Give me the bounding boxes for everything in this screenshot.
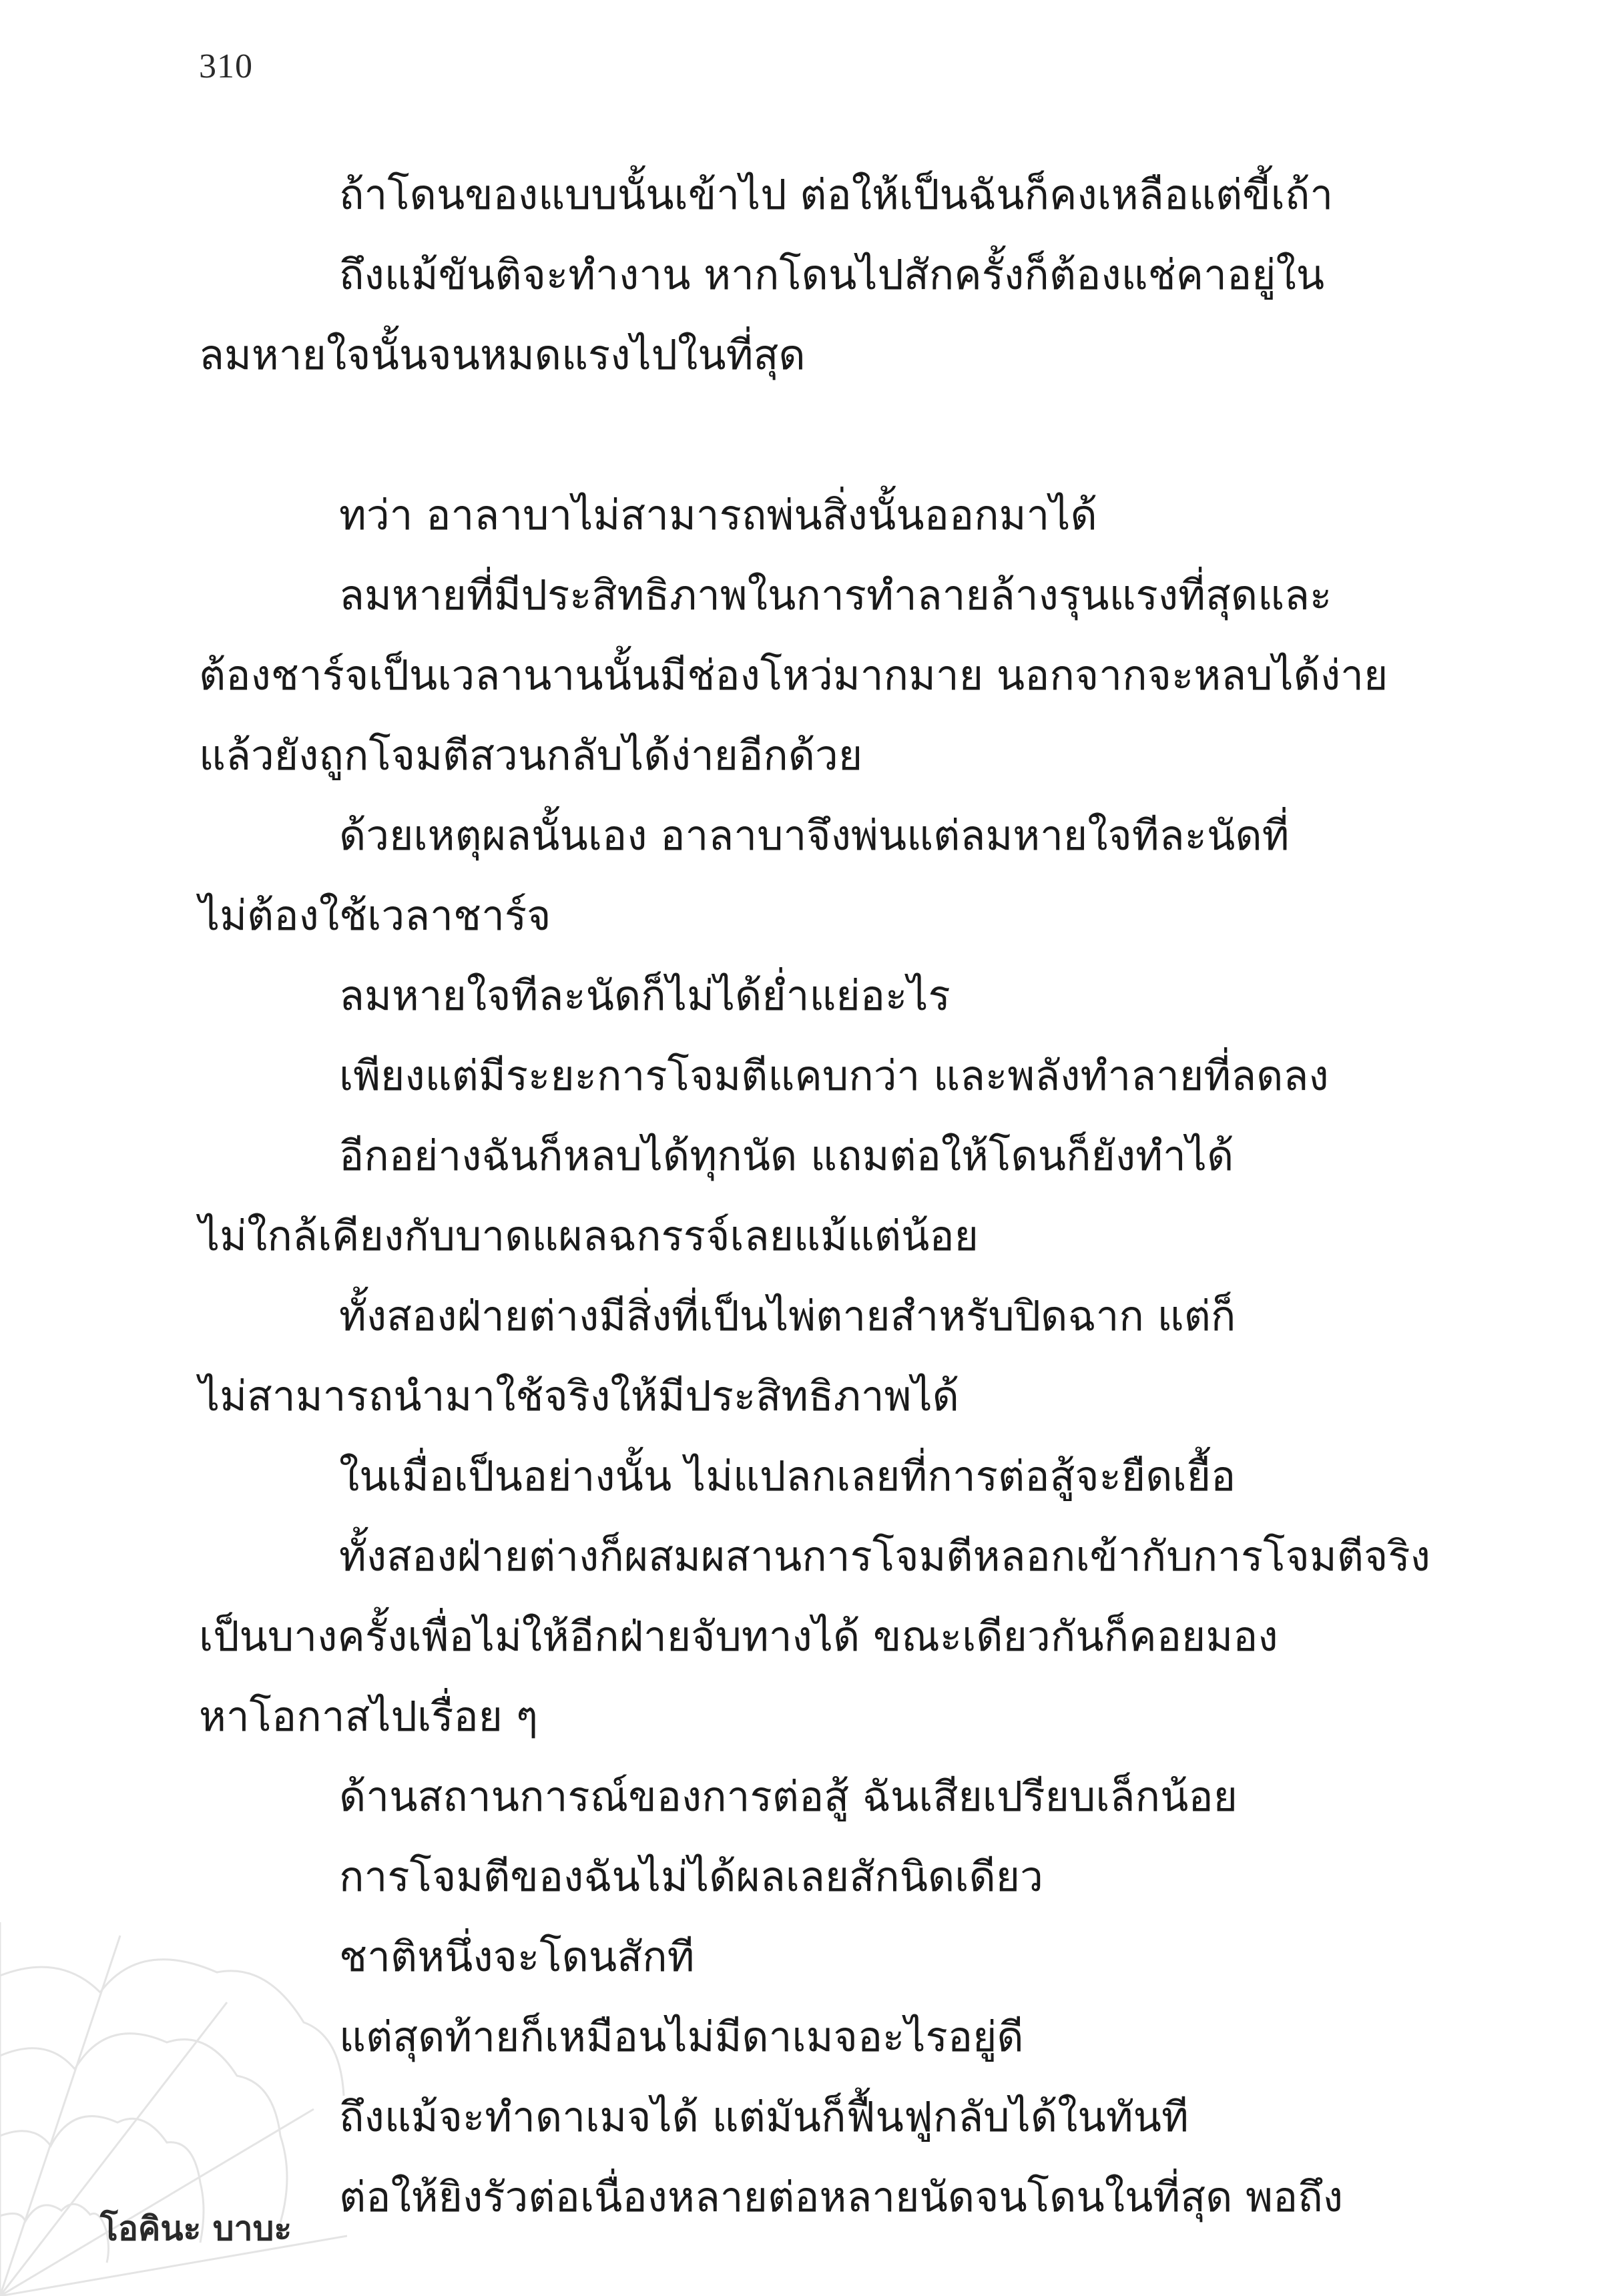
text-line: ต่อให้ยิงรัวต่อเนื่องหลายต่อหลายนัดจนโดนในที่สุด พอถึง [339, 2173, 1344, 2221]
blank-line [199, 395, 1414, 475]
text-line: ชาติหนึ่งจะโดนสักที [339, 1932, 695, 1981]
text-line: ต้องชาร์จเป็นเวลานานนั้นมีช่องโหว่มากมาย นอกจากจะหลบได้ง่าย [199, 651, 1388, 699]
text-line: การโจมตีของฉันไม่ได้ผลเลยสักนิดเดียว [339, 1852, 1043, 1901]
text-line: ไม่สามารถนำมาใช้จริงให้มีประสิทธิภาพได้ [199, 1372, 959, 1420]
text-line: ลมหายใจทีละนัดก็ไม่ได้ย่ำแย่อะไร [339, 971, 951, 1020]
text-line: ในเมื่อเป็นอย่างนั้น ไม่แปลกเลยที่การต่อสู้จะยืดเยื้อ [339, 1452, 1236, 1500]
text-line: ลมหายใจนั้นจนหมดแรงไปในที่สุด [199, 330, 806, 379]
text-line: ไม่ต้องใช้เวลาชาร์จ [199, 891, 551, 940]
text-line: ทั้งสองฝ่ายต่างก็ผสมผสานการโจมตีหลอกเข้ากับการโจมตีจริง [339, 1532, 1430, 1581]
text-line: อีกอย่างฉันก็หลบได้ทุกนัด แถมต่อให้โดนก็ยังทำได้ [339, 1131, 1234, 1180]
text-line: ด้วยเหตุผลนั้นเอง อาลาบาจึงพ่นแต่ลมหายใจทีละนัดที่ [339, 811, 1290, 860]
text-line: ทั้งสองฝ่ายต่างมีสิ่งที่เป็นไพ่ตายสำหรับปิดฉาก แต่ก็ [339, 1292, 1236, 1340]
text-line: ถึงแม้ขันติจะทำงาน หากโดนไปสักครั้งก็ต้องแช่คาอยู่ใน [339, 250, 1325, 299]
text-line: ลมหายที่มีประสิทธิภาพในการทำลายล้างรุนแรงที่สุดและ [339, 571, 1332, 619]
text-line: ถ้าโดนของแบบนั้นเข้าไป ต่อให้เป็นฉันก็คงเหลือแต่ขี้เถ้า [339, 170, 1334, 219]
text-line: แล้วยังถูกโจมตีสวนกลับได้ง่ายอีกด้วย [199, 731, 863, 780]
text-line: ไม่ใกล้เคียงกับบาดแผลฉกรรจ์เลยแม้แต่น้อย [199, 1211, 979, 1260]
text-line: ทว่า อาลาบาไม่สามารถพ่นสิ่งนั้นออกมาได้ [339, 491, 1097, 539]
text-line: เพียงแต่มีระยะการโจมตีแคบกว่า และพลังทำลายที่ลดลง [339, 1051, 1329, 1100]
text-line: ด้านสถานการณ์ของการต่อสู้ ฉันเสียเปรียบเล็กน้อย [339, 1772, 1238, 1821]
text-line: ถึงแม้จะทำดาเมจได้ แต่มันก็ฟื้นฟูกลับได้ในทันที [339, 2092, 1189, 2141]
page-number: 310 [199, 47, 253, 85]
text-line: เป็นบางครั้งเพื่อไม่ให้อีกฝ่ายจับทางได้ ขณะเดียวกันก็คอยมอง [199, 1612, 1278, 1661]
text-line: หาโอกาสไปเรื่อย ๆ [199, 1692, 539, 1741]
text-line: แต่สุดท้ายก็เหมือนไม่มีดาเมจอะไรอยู่ดี [339, 2012, 1024, 2061]
body-text [199, 155, 1430, 2237]
book-title: โอคินะ บาบะ [100, 2209, 292, 2248]
